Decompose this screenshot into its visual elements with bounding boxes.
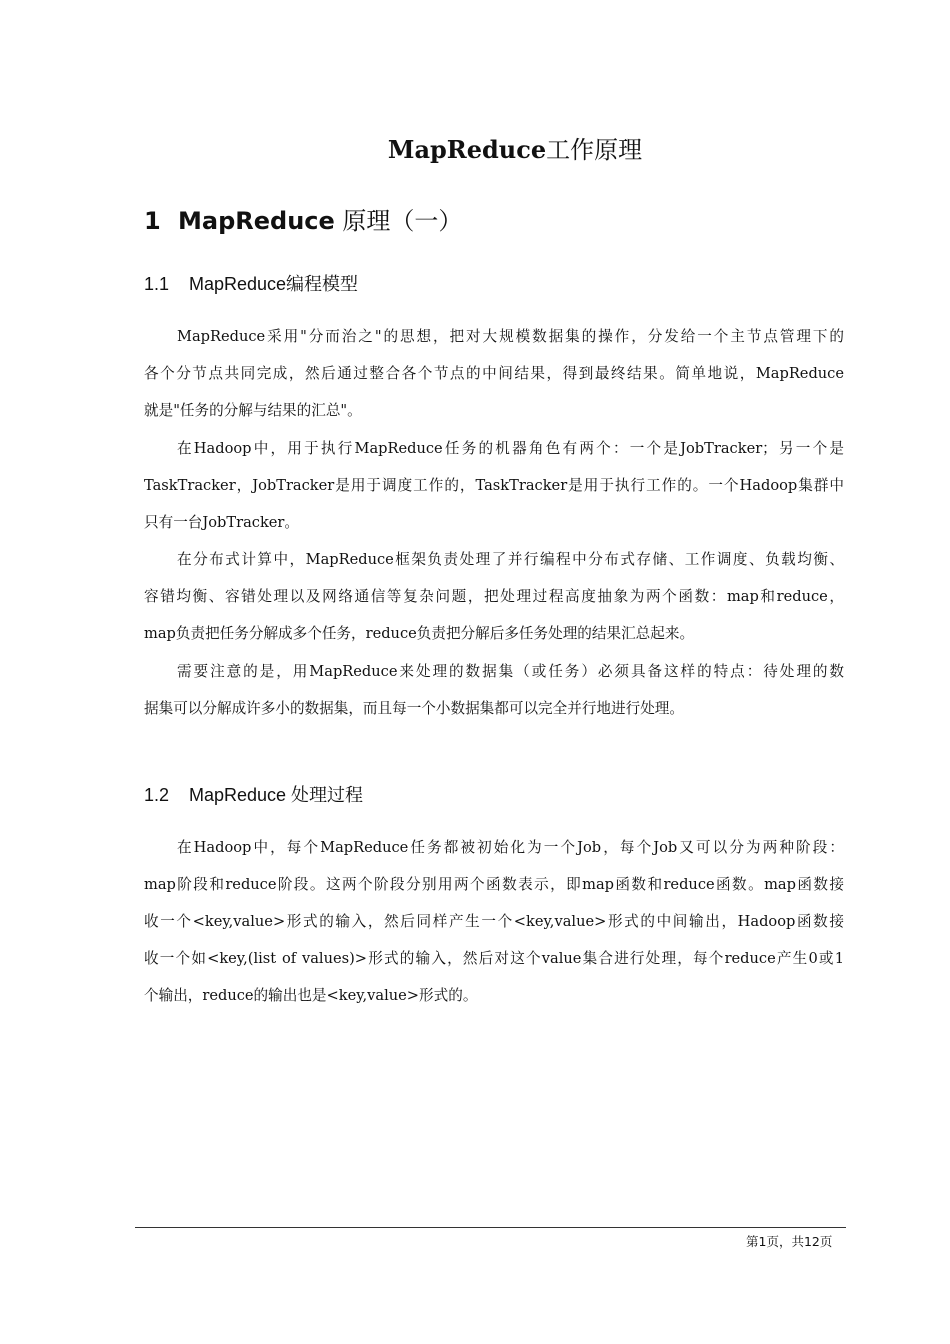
text-line: 在Hadoop中，用于执行MapReduce任务的机器角色有两个：一个是JobTracker；另一个是: [177, 440, 844, 457]
section-1-heading: [144, 202, 462, 240]
text-line: 个输出，reduce的输出也是<key,value>形式的。: [144, 987, 478, 1004]
document-title-cjk: 工作原理: [546, 136, 643, 164]
text-line: 容错均衡、容错处理以及网络通信等复杂问题，把处理过程高度抽象为两个函数：map和reduce，: [144, 588, 844, 605]
text-line: 在Hadoop中，每个MapReduce任务都被初始化为一个Job，每个Job又可以分为两种阶段：: [177, 839, 844, 856]
text-line: 据集可以分解成许多小的数据集，而且每一个小数据集都可以完全并行地进行处理。: [144, 700, 684, 717]
section-1-1-heading: [144, 270, 358, 298]
text-line: 各个分节点共同完成，然后通过整合各个节点的中间结果，得到最终结果。简单地说，MapReduce: [144, 365, 844, 382]
section-1-title-cjk: 原理（一）: [334, 207, 463, 235]
text-line: 只有一台JobTracker。: [144, 514, 299, 531]
section-1-number: 1: [144, 207, 161, 235]
text-line: TaskTracker，JobTracker是用于调度工作的，TaskTracker是用于执行工作的。一个Hadoop集群中: [144, 477, 844, 494]
text-line: 需要注意的是，用MapReduce来处理的数据集（或任务）必须具备这样的特点：待处理的数: [177, 663, 844, 680]
section-1-2-title: MapReduce 处理过程: [189, 785, 364, 805]
document-title: [0, 132, 950, 168]
section-1-2-heading: [144, 781, 363, 809]
footer-divider: [135, 1227, 846, 1228]
paragraph-divide-and-conquer: [144, 318, 844, 429]
section-1-2-number: 1.2: [144, 785, 170, 805]
paragraph-machine-roles: [144, 430, 844, 541]
paragraph-processing-stages: [144, 829, 844, 1014]
text-line: map负责把任务分解成多个任务，reduce负责把分解后多任务处理的结果汇总起来。: [144, 625, 695, 642]
text-line: 就是"任务的分解与结果的汇总"。: [144, 402, 362, 419]
paragraph-framework-responsibilities: [144, 541, 844, 652]
section-1-1-title: MapReduce编程模型: [189, 274, 359, 294]
text-line: 收一个如<key,(list of values)>形式的输入，然后对这个value集合进行处理，每个reduce产生0或1: [144, 950, 844, 967]
text-line: MapReduce采用"分而治之"的思想，把对大规模数据集的操作，分发给一个主节点管理下的: [177, 328, 844, 345]
text-line: map阶段和reduce阶段。这两个阶段分别用两个函数表示，即map函数和reduce函数。map函数接: [144, 876, 844, 893]
text-line: 在分布式计算中，MapReduce框架负责处理了并行编程中分布式存储、工作调度、负载均衡、: [177, 551, 844, 568]
page-number: 第1页，共12页: [746, 1234, 833, 1249]
text-line: 收一个<key,value>形式的输入，然后同样产生一个<key,value>形式的中间输出，Hadoop函数接: [144, 913, 844, 930]
section-1-title-latin: MapReduce: [178, 207, 335, 235]
paragraph-dataset-requirements: [144, 653, 844, 727]
document-title-latin: MapReduce: [387, 135, 547, 164]
section-1-1-number: 1.1: [144, 274, 170, 294]
